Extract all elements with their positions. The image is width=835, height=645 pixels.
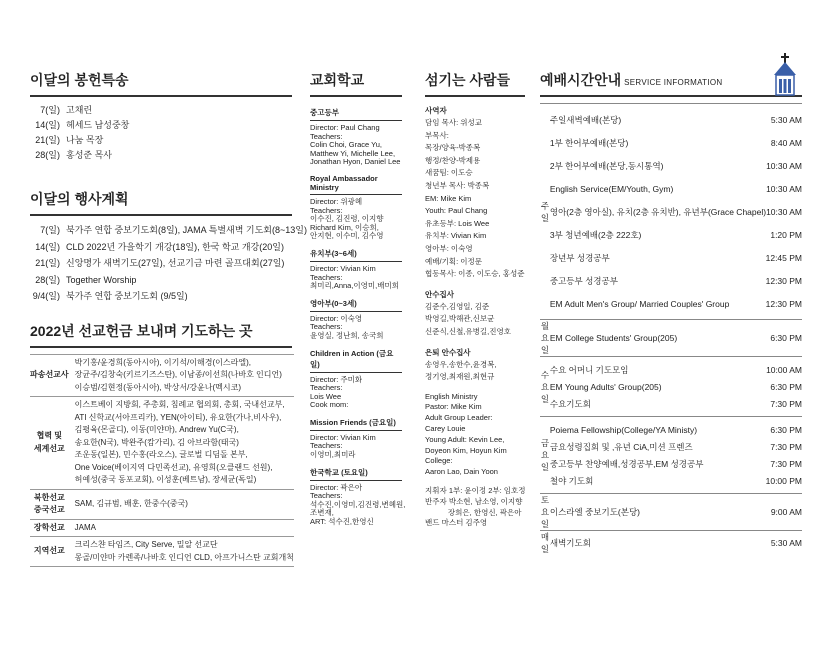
service-name: 장년부 성경공부: [549, 252, 610, 263]
service-time: 10:30 AM: [766, 206, 802, 217]
school-column: [310, 70, 406, 527]
service-day: 금요일: [540, 438, 550, 472]
visiting-row: [30, 103, 292, 118]
servers-column: [425, 70, 525, 529]
service-day: 월요일: [540, 321, 550, 355]
servers-list: [425, 105, 525, 529]
mission-row: [30, 397, 294, 490]
service-name: English Service(EM/Youth, Gym): [549, 183, 674, 194]
service-day: 주일: [540, 200, 550, 223]
mission-places: JAMA: [69, 519, 294, 537]
event-date: 9/4(일): [32, 291, 60, 301]
service-group-row: [540, 531, 802, 556]
service-time: 10:00 AM: [766, 364, 802, 375]
event-row: [30, 222, 307, 239]
service-name: 1부 한어부예배(본당): [549, 137, 629, 148]
servers-section: [425, 105, 525, 281]
service-time: 12:45 PM: [765, 252, 802, 263]
service-item: [550, 223, 802, 246]
servers-section-body: English Ministry Pastor: Mike Kim Adult Group Leader: Carey Louie Young Adult: Kevin Lee, Doyeon Kim, Hoyun Kim College: Aaron Lao, Dain Yoon: [425, 391, 507, 477]
service-time: 9:00 AM: [770, 507, 802, 517]
service-name: 중고등부 찬양예배,성경공부,EM 성경공부: [549, 458, 704, 469]
servers-section: [425, 347, 525, 384]
event-text: CLD 2022년 가을학기 개강(18일), 한국 학교 개강(20일): [66, 241, 284, 252]
service-day: 토요일: [540, 495, 550, 529]
school-section-body: Director: Vivian Kim Teachers: 이영미,최미라: [310, 432, 376, 460]
service-title-en: SERVICE INFORMATION: [624, 78, 723, 87]
service-name: 3부 청년예배(2층 222호): [549, 229, 642, 240]
visiting-text: 홍성준 목사: [66, 150, 112, 160]
service-time: 7:30 PM: [770, 398, 802, 409]
service-items: [550, 531, 802, 556]
school-section-title: Mission Friends (금요일): [310, 417, 402, 431]
servers-section: [425, 289, 525, 339]
service-table: [540, 103, 802, 555]
visiting-title: 이달의 봉헌특송: [30, 70, 292, 97]
mission-places: 박기홍/윤경희(동아시아), 이기석/이해경(이스라엘), 장균주/김창숙(키르기즈스탄), 이남종/이선희(나바호 인디언) 이승범/김현정(동아시아), 박상서/강윤나(멕시코): [69, 354, 294, 397]
mission-category: 북한선교 중국선교: [30, 489, 69, 519]
service-name: EM College Students' Group(205): [549, 333, 678, 343]
event-date: 7(일): [40, 225, 60, 235]
events-list: [30, 222, 307, 305]
mission-places: 크리스챤 타임즈, City Serve, 밀알 선교단 몽골/미얀마 카렌족/나바호 인디언 CLD, 아프가니스탄 교회개척: [69, 537, 294, 567]
service-name: 새벽기도회: [549, 538, 591, 548]
service-name: 이스라엘 중보기도(본당): [549, 507, 640, 517]
service-item: [550, 438, 802, 455]
service-group-row: [540, 320, 802, 357]
service-name: 수요기도회: [549, 398, 591, 409]
service-name: EM Young Adults' Group(205): [549, 381, 662, 392]
service-time: 8:40 AM: [770, 137, 802, 148]
service-group-row: [540, 104, 802, 320]
event-text: 북가주 연합 중보기도회(8일), JAMA 특별새벽 기도회(8~13일): [66, 225, 307, 235]
mission-category: 장학선교: [30, 519, 69, 537]
school-section-body: Director: Paul Chang Teachers: Colin Choi, Grace Yu, Matthew Yi, Michelle Lee, Jonathan Hyon, Daniel Lee: [310, 123, 401, 167]
service-item: [550, 330, 802, 346]
service-time: 12:30 PM: [765, 275, 802, 286]
service-name: 영아(2층 영아실), 유치(2층 유치반), 유년부(Grace Chapel): [549, 206, 767, 217]
event-row: [30, 255, 292, 272]
service-time: 6:30 PM: [770, 381, 802, 392]
mission-places: SAM, 김규범, 배훈, 한중수(중국): [69, 489, 294, 519]
visiting-date: 21(일): [35, 135, 60, 145]
service-title: 예배시간안내: [540, 72, 622, 88]
service-group-row: [540, 417, 802, 494]
servers-section-title: 은퇴 안수집사: [425, 347, 471, 357]
missions-table: [30, 354, 294, 568]
service-item: [550, 361, 802, 378]
service-item: [550, 200, 802, 223]
servers-section-title: 사역자: [425, 106, 447, 115]
service-name: 중고등부 성경공부: [549, 275, 618, 286]
school-section-title: Royal Ambassador Ministry: [310, 174, 402, 195]
event-date: 21(일): [35, 258, 60, 268]
service-name: Poiema Fellowship(College/YA Ministy): [549, 424, 698, 435]
event-row: [30, 239, 292, 256]
school-section-title: 한국학교 (토요일): [310, 467, 402, 481]
service-group: [540, 531, 802, 556]
service-time: 5:30 AM: [770, 114, 802, 125]
visiting-date: 28(일): [35, 150, 60, 160]
service-day: 매일: [540, 532, 550, 554]
mission-row: [30, 537, 294, 567]
servers-section: [425, 392, 525, 478]
mission-category: 지역선교: [30, 537, 69, 567]
servers-section-body: 송영우,송한수,윤경복, 정기영,최재원,최현규: [425, 359, 497, 382]
service-group: [540, 320, 802, 357]
service-time: 10:00 PM: [765, 475, 802, 486]
service-time: 10:30 AM: [766, 160, 802, 171]
service-item: [550, 131, 802, 154]
service-group: [540, 494, 802, 531]
service-time: 1:20 PM: [770, 229, 802, 240]
service-item: [550, 154, 802, 177]
visiting-date: 7(일): [40, 105, 60, 115]
school-section-title: Children in Action (금요일): [310, 348, 402, 373]
left-column: [30, 70, 307, 567]
service-item: [550, 292, 802, 315]
service-item: [550, 395, 802, 412]
event-date: 28(일): [35, 274, 60, 285]
servers-section: [425, 486, 525, 529]
service-item: [550, 269, 802, 292]
mission-category: 파송선교사: [30, 354, 69, 397]
service-items: [550, 357, 802, 417]
service-name: EM Adult Men's Group/ Married Couples' Group: [549, 298, 730, 309]
service-name: 2부 한어부예배(본당,동시통역): [549, 160, 664, 171]
servers-section-body: 지휘자 1부: 윤이정 2부: 임호정 반주자 박소현, 남소영, 이지향 장희은, 한영신, 곽은아 밴드 마스터 김주영: [425, 486, 526, 528]
servers-section-body: 김준수,김영일, 김준 박영길,박해관,신보균 신준식,신철,유병길,진영호: [425, 301, 511, 336]
service-items: [550, 417, 802, 494]
service-time: 5:30 AM: [770, 538, 802, 548]
event-text: 북가주 연합 중보기도회 (9/5일): [66, 291, 188, 301]
visiting-text: 고채린: [66, 105, 93, 115]
visiting-row: [30, 118, 292, 133]
missions-title: 2022년 선교헌금 보내며 기도하는 곳: [30, 321, 292, 348]
service-group: [540, 104, 802, 320]
service-item: [550, 246, 802, 269]
school-list: [310, 107, 406, 527]
mission-places: 이스트베이 지방회, 주총회, 침례교 협의회, 총회, 국내선교부, ATI 신학교(서아프리카), YEN(아이티), 유요한(가나,비사우), 김평육(몬골디), 이동(미얀마), Andrew Yu(C국), 송요한(N국), 박완주(캄가리), 김 아브라함(태국) 조운동(일본), 민수홍(라오스), 글로벌 디딤돌 본부, One Voice(베이지역 다민족선교), 유영희(오클랜드 선원), 허예성(중국 동포교회), 이성훈(베트남), 장세균(독일): [69, 397, 294, 490]
service-day: 수요일: [540, 369, 550, 404]
service-item: [550, 378, 802, 395]
school-section-body: Director: 이숙영 Teachers: 윤영실, 정난희, 송국희: [310, 313, 384, 340]
servers-section-title: 안수집사: [425, 289, 454, 299]
school-section-body: Director: Vivian Kim Teachers: 최미리,Anna,이영미,배미희: [310, 263, 399, 291]
service-time: 12:30 PM: [765, 298, 802, 309]
mission-category: 협력 및 세계선교: [30, 397, 69, 490]
service-items: [550, 320, 802, 357]
event-row: [30, 272, 292, 289]
visiting-date: 14(일): [35, 120, 60, 130]
service-time: 6:30 PM: [770, 424, 802, 435]
service-name: 수요 어머니 기도모임: [549, 364, 629, 375]
service-title-row: [540, 70, 802, 97]
servers-title: 섬기는 사람들: [425, 70, 525, 97]
school-section-body: Director: 주미화 Teachers: Lois Wee Cook mom:: [310, 374, 363, 410]
service-items: [550, 494, 802, 531]
school-section-body: Director: 위광혜 Teachers: 이수진, 김진령, 이지향 Richard Kim, 이승희, 안지현, 이수미, 김수영: [310, 196, 384, 241]
church-icon: [770, 53, 800, 97]
visiting-row: [30, 133, 292, 148]
service-time: 7:30 PM: [770, 441, 802, 452]
service-group: [540, 417, 802, 494]
mission-row: [30, 519, 294, 537]
event-text: Together Worship: [66, 274, 137, 285]
service-time: 7:30 PM: [770, 458, 802, 469]
service-name: 주일새벽예배(본당): [549, 114, 622, 125]
school-section-title: 중고등부: [310, 107, 402, 121]
service-group-row: [540, 494, 802, 531]
service-name: 금요성령집회 및 ,유년 CiA,미션 프렌즈: [549, 441, 693, 452]
service-time: 6:30 PM: [770, 333, 802, 343]
service-item: [550, 455, 802, 472]
school-section-title: 유치부(3~6세): [310, 248, 402, 262]
service-items: [550, 104, 802, 320]
service-group: [540, 357, 802, 417]
service-name: 철야 기도회: [549, 475, 594, 486]
visiting-row: [30, 148, 292, 163]
event-date: 14(일): [35, 241, 60, 252]
school-section-title: 영아부(0~3세): [310, 298, 402, 312]
service-item: [550, 535, 802, 551]
service-item: [550, 472, 802, 489]
mission-row: [30, 489, 294, 519]
service-column: [540, 70, 802, 555]
service-item: [550, 177, 802, 200]
events-title: 이달의 행사계획: [30, 189, 292, 216]
service-group-row: [540, 357, 802, 417]
service-time: 10:30 AM: [766, 183, 802, 194]
servers-section-body: 담임 목사: 위성교 부목사: 목장/양육-박종복 행정/찬양-박제용 새꿈팀: 이도승 청년부 목사: 박종복 EM: Mike Kim Youth: Paul Chang 유초등부: Lois Wee 유치부: Vivian Kim 영아부: 이숙영 예배/기획: 이정문 협동목사: 이종, 이도승, 홍성준: [425, 118, 525, 279]
event-row: [30, 288, 292, 305]
visiting-list: [30, 103, 292, 163]
school-section-body: Director: 곽은아 Teachers: 석수진,이영미,김진령,변혜원, 조변재, ART: 석수진,한영신: [310, 482, 406, 527]
mission-row: [30, 354, 294, 397]
service-item: [550, 504, 802, 520]
service-item: [550, 421, 802, 438]
visiting-text: 헤세드 남성중창: [66, 120, 130, 130]
service-item: [550, 108, 802, 131]
school-title: 교회학교: [310, 70, 402, 97]
visiting-text: 나눔 목장: [66, 135, 104, 145]
event-text: 신앙명가 새벽기도(27일), 선교기금 마련 골프대회(27일): [66, 258, 285, 268]
